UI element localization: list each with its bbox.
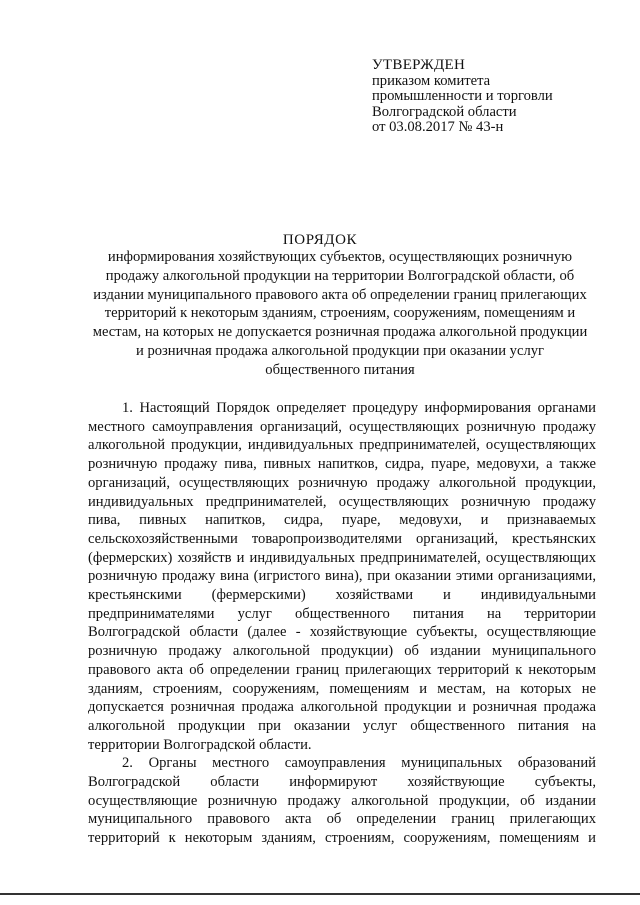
paragraph-2-line: муниципального правового акта об определении границ прилегающих [88,811,596,828]
subtitle-line: общественного питания [265,361,415,378]
subtitle-line: информирования хозяйствующих субъектов, осуществляющих розничную [107,249,573,265]
approval-line: приказом комитета [372,72,491,89]
subtitle-line: местам, на которых не допускается розничная продажа алкогольной продукции [92,324,588,341]
document-subtitle [90,248,590,380]
paragraph-1-line: крестьянскими (фермерскими) хозяйствами и индивидуальными [88,587,596,604]
approval-line: Волгоградской области [372,103,517,120]
paragraph-1-line: допускается розничная продажа алкогольной продукции и розничная продажа [88,699,596,716]
approval-line: промышленности и торговли [372,88,553,104]
document-title: ПОРЯДОК [282,232,358,248]
scan-edge-line [0,893,640,895]
paragraph-2-line: осуществляющие розничную продажу алкогольной продукции, об издании [88,792,596,809]
subtitle-line: издании муниципального правового акта об определении границ прилегающих [93,286,587,303]
paragraph-1-line: зданиям, строениям, сооружениям, помещениям и местам, на которых не [88,680,596,697]
approval-stamp [372,58,553,136]
paragraph-1-line: Волгоградской области (далее - хозяйствующие субъекты, осуществляющие [88,624,596,641]
paragraph-1-line: алкогольной продукции при оказании услуг общественного питания на [88,717,596,734]
approval-heading: УТВЕРЖДЕН [372,57,466,73]
paragraph-1-line: розничную продажу вина (игристого вина), при оказании этими организациями, [88,568,596,585]
paragraph-1-line: розничную продажу пива, пивных напитков, сидра, пуаре, медовухи, а также [88,456,596,473]
document-body [88,399,596,848]
subtitle-line: территорий к некоторым зданиям, строениям, сооружениям, помещениям и [104,305,576,322]
paragraph-1-line: алкогольной продукции, индивидуальных предпринимателей, осуществляющих [88,437,596,454]
paragraph-2-line: Волгоградской области информируют хозяйствующие субъекты, [88,774,596,791]
paragraph-1-line: 1. Настоящий Порядок определяет процедуру информирования органами [122,400,596,416]
paragraph-1-line: местного самоуправления организаций, осуществляющих розничную продажу [88,418,596,435]
paragraph-1-line: розничную продажу алкогольной продукции) об издании муниципального [88,643,596,660]
subtitle-line: и розничная продажа алкогольной продукции при оказании услуг [135,342,545,359]
paragraph-1-line: индивидуальных предпринимателей, осуществляющих розничную продажу [88,493,596,510]
paragraph-1-line: организаций, осуществляющих розничную продажу алкогольной продукции, [88,474,596,491]
paragraph-1-line: сельскохозяйственными товаропроизводителями организаций, крестьянских [88,530,596,547]
approval-date-line: от 03.08.2017 № 43-н [372,119,504,135]
paragraph-2-line: территорий к некоторым зданиям, строениям, сооружениям, помещениям и [88,830,596,847]
subtitle-line: продажу алкогольной продукции на территории Волгоградской области, об [105,267,575,284]
paragraph-1-line: правового акта об определении границ прилегающих территорий к некоторым [88,661,596,678]
paragraph-1-line: предпринимателями услуг общественного питания на территории [88,605,596,622]
paragraph-1-line: (фермерских) хозяйств и индивидуальных предпринимателей, осуществляющих [88,549,596,566]
paragraph-2-line: 2. Органы местного самоуправления муниципальных образований [122,755,596,772]
paragraph-1-last-line: территории Волгоградской области. [88,736,312,753]
paragraph-1-line: пива, пивных напитков, сидра, пуаре, медовухи, и признаваемых [88,512,596,529]
